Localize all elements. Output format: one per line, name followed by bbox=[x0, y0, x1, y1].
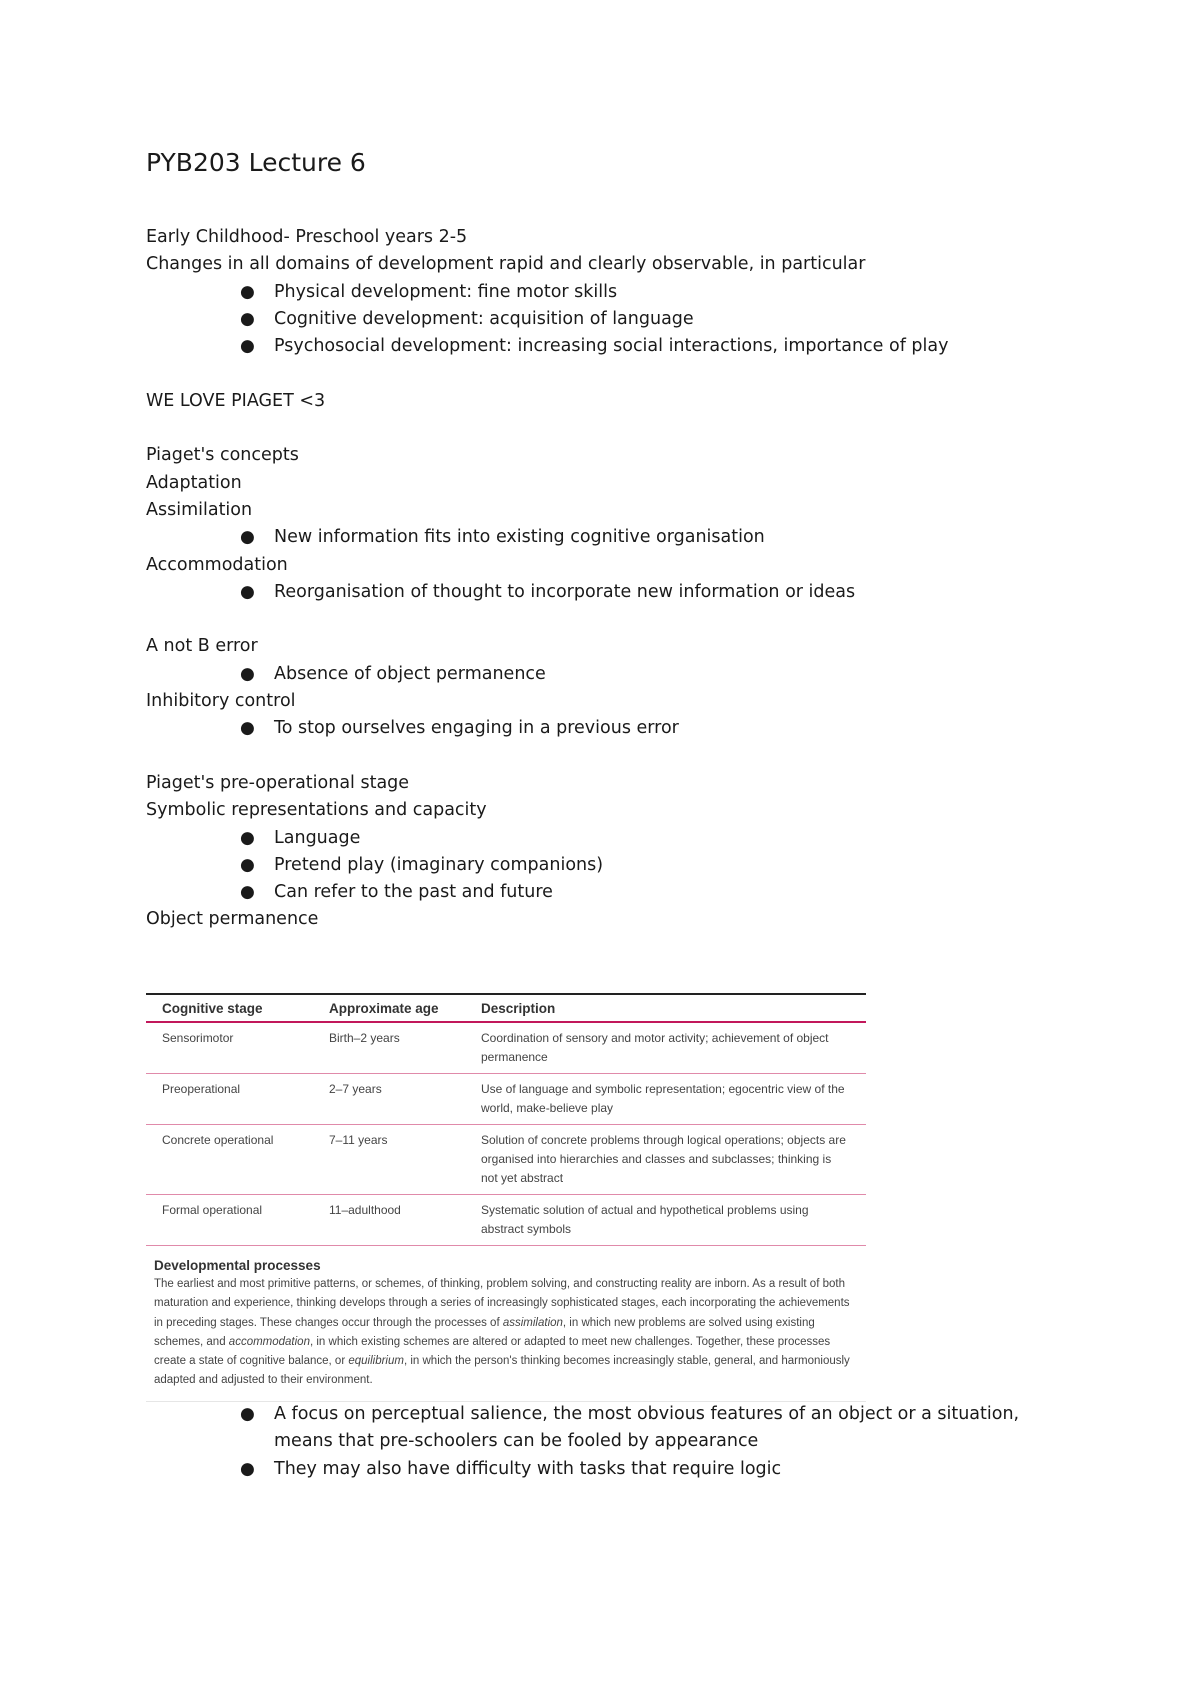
section-heading: Early Childhood- Preschool years 2-5 bbox=[146, 227, 468, 247]
table-cell: Formal operational bbox=[146, 1195, 313, 1246]
bullet-icon: ● bbox=[240, 854, 255, 875]
bullet-icon: ● bbox=[240, 527, 255, 548]
list-item: ● Absence of object permanence bbox=[274, 661, 1046, 688]
table-cell: Solution of concrete problems through logical operations; objects are organised into hierarchies and classes and subclasses; thinking is not yet abstract bbox=[465, 1125, 866, 1195]
table-cell: 2–7 years bbox=[313, 1074, 465, 1125]
inhibitory-list bbox=[146, 715, 1046, 742]
list-item: ● Psychosocial development: increasing social interactions, importance of play bbox=[274, 333, 1046, 360]
bullet-icon: ● bbox=[240, 1458, 255, 1479]
list-item: ● They may also have difficulty with tasks that require logic bbox=[274, 1456, 1046, 1483]
bullet-icon: ● bbox=[240, 663, 255, 684]
table-cell: Use of language and symbolic representation; egocentric view of the world, make-believe play bbox=[465, 1074, 866, 1125]
anotb-label: A not B error bbox=[146, 636, 258, 657]
development-list bbox=[146, 279, 1046, 361]
page-title: PYB203 Lecture 6 bbox=[146, 148, 366, 177]
object-permanence-label: Object permanence bbox=[146, 909, 319, 930]
closing-section bbox=[146, 1401, 1046, 1483]
anotb-list bbox=[146, 661, 1046, 688]
accommodation-list bbox=[146, 579, 1046, 606]
assimilation-label: Assimilation bbox=[146, 499, 253, 520]
bullet-icon: ● bbox=[240, 336, 255, 357]
table-cell: 7–11 years bbox=[313, 1125, 465, 1195]
list-item: ● New information fits into existing cognitive organisation bbox=[274, 524, 1046, 551]
closing-list bbox=[146, 1401, 1046, 1483]
document-body bbox=[146, 146, 1046, 934]
table-row bbox=[146, 1125, 866, 1195]
list-item: ● Pretend play (imaginary companions) bbox=[274, 852, 1046, 879]
table-cell: Coordination of sensory and motor activity; achievement of object permanence bbox=[465, 1022, 866, 1074]
symbolic-label: Symbolic representations and capacity bbox=[146, 800, 487, 821]
table-cell: Preoperational bbox=[146, 1074, 313, 1125]
table-cell: Systematic solution of actual and hypothetical problems using abstract symbols bbox=[465, 1195, 866, 1246]
bullet-icon: ● bbox=[240, 581, 255, 602]
table-cell: Sensorimotor bbox=[146, 1022, 313, 1074]
bullet-icon: ● bbox=[240, 308, 255, 329]
list-item: ● Reorganisation of thought to incorporate new information or ideas bbox=[274, 579, 1046, 606]
cognitive-stages-figure bbox=[146, 993, 866, 1402]
table-header-row bbox=[146, 994, 866, 1022]
bullet-icon: ● bbox=[240, 827, 255, 848]
accommodation-label: Accommodation bbox=[146, 554, 288, 575]
list-item: ● To stop ourselves engaging in a previous error bbox=[274, 715, 1046, 742]
table-cell: 11–adulthood bbox=[313, 1195, 465, 1246]
bullet-icon: ● bbox=[240, 1404, 255, 1424]
adaptation-label: Adaptation bbox=[146, 472, 242, 493]
list-item: ● Physical development: fine motor skills bbox=[274, 279, 1046, 306]
list-item: ● Language bbox=[274, 825, 1046, 852]
assimilation-list bbox=[146, 524, 1046, 551]
section-intro: Changes in all domains of development rapid and clearly observable, in particular bbox=[146, 254, 866, 275]
table-row bbox=[146, 1195, 866, 1246]
love-line: WE LOVE PIAGET <3 bbox=[146, 390, 326, 411]
bullet-icon: ● bbox=[240, 882, 255, 903]
list-item: ● A focus on perceptual salience, the most obvious features of an object or a situation, means that pre-schoolers can be fooled by appearance bbox=[274, 1401, 1064, 1456]
bullet-icon: ● bbox=[240, 718, 255, 739]
inhibitory-label: Inhibitory control bbox=[146, 691, 296, 712]
symbolic-list bbox=[146, 825, 1046, 907]
table-row bbox=[146, 1022, 866, 1074]
list-item: ● Can refer to the past and future bbox=[274, 879, 1046, 906]
cognitive-stages-table bbox=[146, 993, 866, 1246]
preop-heading: Piaget's pre-operational stage bbox=[146, 772, 410, 793]
table-cell: Concrete operational bbox=[146, 1125, 313, 1195]
column-header: Cognitive stage bbox=[146, 994, 313, 1022]
table-row bbox=[146, 1074, 866, 1125]
table-cell: Birth–2 years bbox=[313, 1022, 465, 1074]
list-item: ● Cognitive development: acquisition of language bbox=[274, 306, 1046, 333]
bullet-icon: ● bbox=[240, 281, 255, 302]
column-header: Approximate age bbox=[313, 994, 465, 1022]
processes-text: The earliest and most primitive patterns, or schemes, of thinking, problem solving, and constructing reality are inborn. As a result of both maturation and experience, thinking develops through a series of increasingly sophisticated stages, each incorporating the achievements in preceding stages. These changes occur through the processes of assimilation, in which new problems are solved using existing schemes, and accommodation, in which existing schemes are altered or adapted to meet new challenges. Together, these processes create a state of cognitive balance, or equilibrium, in which the person's thinking becomes increasingly stable, general, and harmoniously adapted and adjusted to their environment. bbox=[154, 1278, 850, 1387]
column-header: Description bbox=[465, 994, 866, 1022]
processes-title: Developmental processes bbox=[154, 1258, 321, 1273]
concepts-heading: Piaget's concepts bbox=[146, 445, 299, 466]
